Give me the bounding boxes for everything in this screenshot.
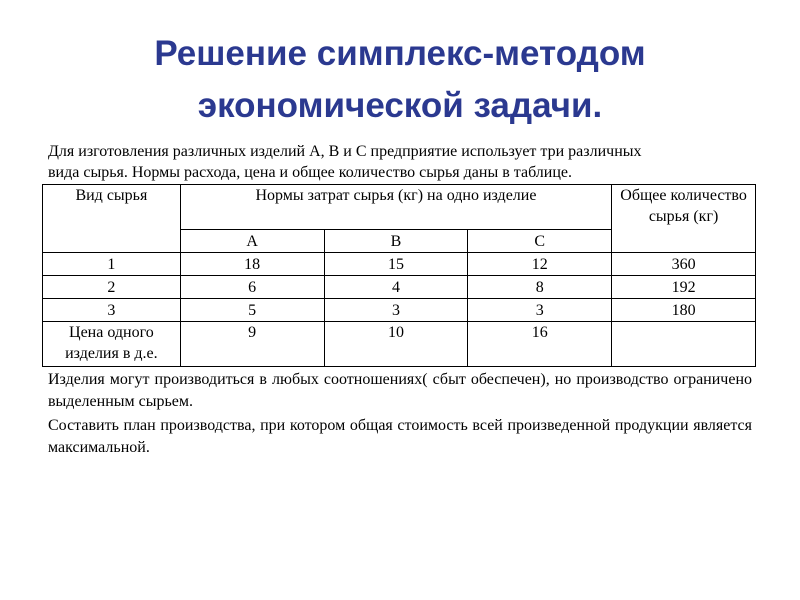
price-total <box>612 322 756 367</box>
header-product-b: В <box>324 230 468 253</box>
row-label: 2 <box>43 276 181 299</box>
header-material: Вид сырья <box>43 185 181 253</box>
cell-a: 18 <box>180 253 324 276</box>
slide-title-line-2: экономической задачи. <box>197 86 603 125</box>
header-total: Общее количество сырья (кг) <box>612 185 756 253</box>
slide-title-line-1: Решение симплекс-методом <box>154 34 646 73</box>
constraint-paragraph: Изделия могут производиться в любых соотношениях( сбыт обеспечен), но производство ограничено выделенным сырьем. <box>48 371 752 410</box>
cell-c: 8 <box>468 276 612 299</box>
price-row <box>43 322 756 367</box>
header-product-c: С <box>468 230 612 253</box>
row-label: 1 <box>43 253 181 276</box>
price-row-label: Цена одного изделия в д.е. <box>43 322 181 367</box>
intro-line-1: Для изготовления различных изделий А, В и С предприятие использует три различных <box>48 143 642 160</box>
cell-total: 360 <box>612 253 756 276</box>
slide-content <box>48 141 752 459</box>
price-c: 16 <box>468 322 612 367</box>
cell-c: 3 <box>468 299 612 322</box>
intro-text <box>48 141 752 183</box>
cell-c: 12 <box>468 253 612 276</box>
resource-table <box>42 184 756 367</box>
table-row <box>43 299 756 322</box>
cell-b: 15 <box>324 253 468 276</box>
cell-b: 3 <box>324 299 468 322</box>
slide-title <box>0 28 800 132</box>
header-norms: Нормы затрат сырья (кг) на одно изделие <box>180 185 611 230</box>
intro-line-2: вида сырья. Нормы расхода, цена и общее количество сырья даны в таблице. <box>48 164 573 181</box>
task-paragraph: Составить план производства, при котором общая стоимость всей произведенной продукции является максимальной. <box>48 417 752 456</box>
table-header-row <box>43 185 756 230</box>
cell-a: 6 <box>180 276 324 299</box>
row-label: 3 <box>43 299 181 322</box>
cell-b: 4 <box>324 276 468 299</box>
table-row <box>43 253 756 276</box>
table-row <box>43 276 756 299</box>
cell-total: 192 <box>612 276 756 299</box>
cell-a: 5 <box>180 299 324 322</box>
price-b: 10 <box>324 322 468 367</box>
cell-total: 180 <box>612 299 756 322</box>
header-product-a: А <box>180 230 324 253</box>
price-a: 9 <box>180 322 324 367</box>
